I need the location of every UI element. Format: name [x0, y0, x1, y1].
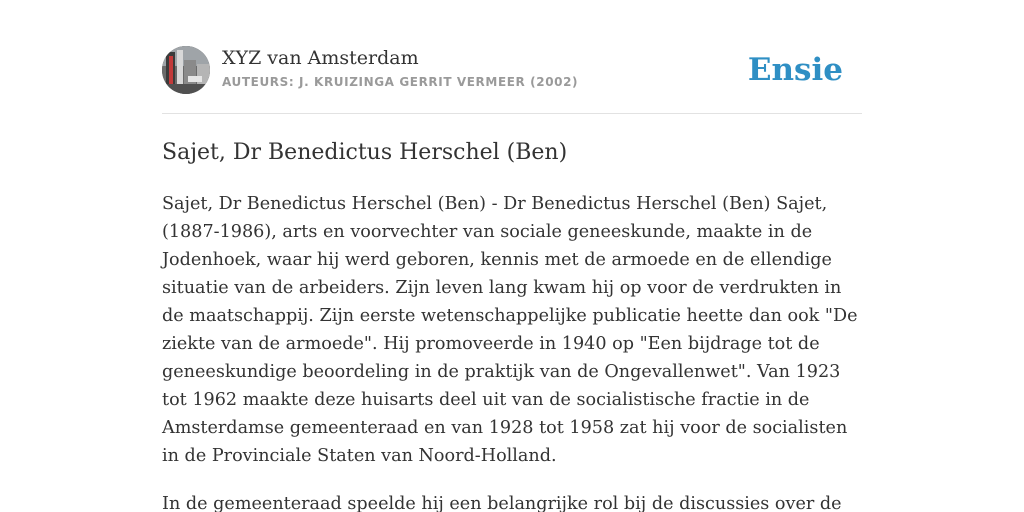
book-cover-avatar[interactable]: [162, 46, 210, 94]
article-paragraph: Sajet, Dr Benedictus Herschel (Ben) - Dr Benedictus Herschel (Ben) Sajet, (1887-1986), arts en voorvechter van sociale geneeskunde, maakte in de Jodenhoek, waar hij werd geboren, kennis met de armoede en de ellendige situatie van de arbeiders. Zijn leven lang kwam hij op voor de verdrukten in de maatschappij. Zijn eerste wetenschappelijke publicatie heette dan ook "De ziekte van de armoede". Hij promoveerde in 1940 op "Een bijdrage tot de geneeskundige beoordeling in de praktijk van de Ongevallenwet". Van 1923 tot 1962 maakte deze huisarts deel uit van de socialistische fractie in de Amsterdamse gemeenteraad en van 1928 tot 1958 zat hij voor de socialisten in de Provinciale Staten van Noord-Holland.: [162, 194, 858, 466]
article-body: [162, 190, 862, 512]
header: [162, 46, 862, 114]
book-cover-image: [162, 46, 210, 94]
article-title: Sajet, Dr Benedictus Herschel (Ben): [162, 140, 568, 165]
article-paragraph: In de gemeenteraad speelde hij een belangrijke rol bij de discussies over de: [162, 494, 842, 512]
authors-line: AUTEURS: J. KRUIZINGA GERRIT VERMEER (2002): [222, 75, 579, 89]
ensie-logo[interactable]: Ensie: [747, 52, 843, 88]
book-title[interactable]: XYZ van Amsterdam: [222, 47, 419, 69]
